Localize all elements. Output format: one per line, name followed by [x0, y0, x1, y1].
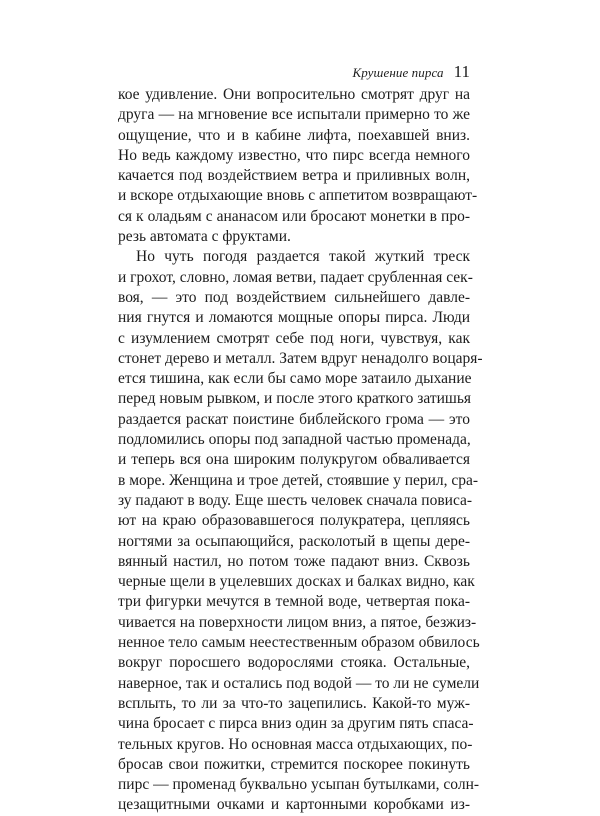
text-line: всплыть, то ли за что-то зацепились. Какой-то муж-	[118, 694, 470, 712]
text-line: три фигурки мечутся в темной воде, четвертая пока-	[118, 593, 470, 611]
text-line: бросав свои пожитки, стремится поскорее покинуть	[118, 755, 470, 773]
text-line: тельных кругов. Но основная масса отдыхающих, по-	[118, 735, 473, 753]
text-line: вокруг поросшего водорослями стояка. Остальные,	[118, 654, 470, 672]
body-text	[118, 85, 483, 816]
text-line: ют на краю образовавшегося полукратера, цепляясь	[118, 512, 470, 530]
text-line: стонет дерево и металл. Затем вдруг ненадолго воцаря-	[118, 349, 483, 367]
text-line: воя, — это под воздействием сильнейшего давле-	[118, 288, 470, 306]
text-line: подломились опоры под западной частью променада,	[118, 431, 471, 449]
text-line: Но ведь каждому известно, что пирс всегда немного	[118, 146, 470, 164]
text-line: и грохот, словно, ломая ветви, падает срубленная сек-	[118, 268, 473, 286]
text-line: раздается раскат поистине библейского грома — это	[118, 410, 470, 428]
text-line: зу падают в воду. Еще шесть человек сначала повиса-	[118, 491, 473, 509]
text-line: наверное, так и остались под водой — то ли не сумели	[118, 674, 480, 692]
text-line: Но чуть погодя раздается такой жуткий треск	[136, 248, 470, 266]
text-line: ненное тело самым неестественным образом обвилось	[118, 634, 480, 652]
text-line: перед новым рывком, и после этого краткого затишья	[118, 390, 472, 408]
text-line: чивается на поверхности лицом вниз, а пятое, безжиз-	[118, 613, 477, 631]
paragraph	[118, 85, 478, 247]
text-line: в море. Женщина и трое детей, стоявшие у перил, сра-	[118, 471, 479, 489]
text-line: чина бросает с пирса вниз один за другим пять спаса-	[118, 715, 474, 733]
text-line: черные щели в уцелевших досках и балках видно, как	[118, 573, 475, 591]
page-header	[300, 62, 470, 82]
text-line: кое удивление. Они вопросительно смотрят друг на	[118, 86, 470, 103]
text-line: ется тишина, как если бы само море затаило дыхание	[118, 370, 472, 388]
text-line: резь автомата с фруктами.	[118, 228, 291, 246]
text-line: ногтями за осыпающийся, расколотый в щепы дере-	[118, 532, 470, 550]
text-line: качается под воздействием ветра и приливных волн,	[118, 167, 470, 185]
text-line: с изумлением смотрят себе под ноги, чувствуя, как	[118, 329, 470, 347]
paragraph	[118, 247, 483, 815]
text-line: ния гнутся и ломаются мощные опоры пирса. Люди	[118, 309, 470, 327]
running-title: Крушение пирса	[352, 65, 444, 80]
text-line: пирс — променад буквально усыпан бутылками, солн-	[118, 776, 480, 794]
text-line: и вскоре отдыхающие вновь с аппетитом возвращают-	[118, 187, 478, 205]
text-line: ощущение, что и в кабине лифта, поехавшей вниз.	[118, 126, 470, 144]
text-line: вянный настил, но потом тоже падают вниз. Сквозь	[118, 552, 470, 570]
text-line: и теперь вся она широким полукругом обваливается	[118, 451, 470, 469]
page-number: 11	[453, 62, 470, 81]
text-line: ся к оладьям с ананасом или бросают монетки в про-	[118, 207, 470, 225]
text-line: цезащитными очками и картонными коробками из-	[118, 796, 470, 814]
text-line: друга — на мгновение все испытали примерно то же	[118, 106, 470, 124]
